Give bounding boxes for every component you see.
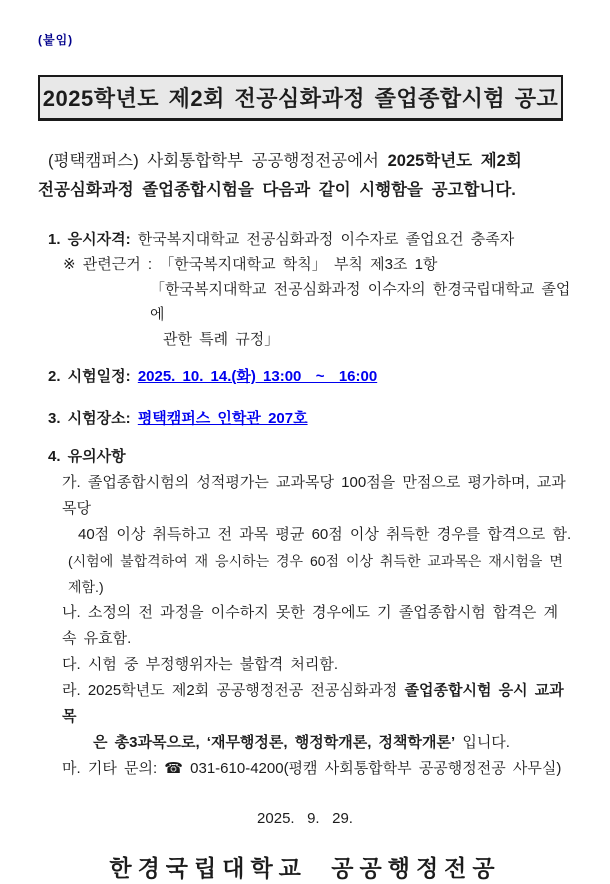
note-ra-line1-normal: 라. 2025학년도 제2회 공공행정전공 전공심화과정 (62, 682, 405, 699)
note-da: 다. 시험 중 부정행위자는 불합격 처리함. (62, 656, 339, 673)
item-exam-schedule (38, 364, 572, 390)
note-ga-parenthetical: (시험에 불합격하여 재 응시하는 경우 60점 이상 취득한 교과목은 재시험을 면제함.) (68, 553, 563, 595)
eligibility-text: 한국복지대학교 전공심화과정 이수자로 졸업요건 충족자 (130, 231, 515, 248)
issuing-organization: 한경국립대학교 공공행정전공 (109, 855, 501, 881)
intro-line-1 (38, 147, 572, 176)
note-ra-line1 (38, 678, 572, 730)
venue-value: 평택캠퍼스 인학관 207호 (137, 410, 308, 427)
item-eligibility (38, 227, 572, 252)
schedule-label: 2. 시험일정: (48, 368, 138, 385)
item-exam-venue (38, 406, 572, 432)
phone-icon: ☎ (164, 760, 183, 777)
eligibility-note-line1: ※ 관련근거 : 「한국복지대학교 학칙」 부칙 제3조 1항 (63, 256, 438, 273)
announcement-body (38, 227, 572, 782)
intro-line-2: 전공심화과정 졸업종합시험을 다음과 같이 시행함을 공고합니다. (38, 181, 516, 199)
intro-line1-normal: (평택캠퍼스) 사회통합학부 공공행정전공에서 (48, 152, 388, 170)
note-ma (38, 756, 572, 782)
note-na: 나. 소정의 전 과정을 이수하지 못한 경우에도 기 졸업종합시험 합격은 계속 유효함. (62, 604, 559, 647)
title-box (38, 75, 563, 121)
intro-paragraph (38, 147, 572, 205)
schedule-value: 2025. 10. 14.(화) 13:00 ~ 16:00 (137, 368, 378, 385)
eligibility-note-line3: 관한 특례 규정」 (163, 331, 280, 348)
page-title: 2025학년도 제2회 전공심화과정 졸업종합시험 공고 (42, 86, 559, 111)
item-notes-header: 4. 유의사항 (48, 448, 126, 465)
attachment-label: (붙임) (38, 33, 74, 47)
note-ra-line2-bold: 은 총3과목으로, ‘재무행정론, 행정학개론, 정책학개론’ (93, 734, 456, 751)
note-ra-line1-bold: 졸업종합시험 응시 교과목 (62, 682, 564, 725)
venue-label: 3. 시험장소: (48, 410, 138, 427)
eligibility-label: 1. 응시자격: (48, 231, 131, 248)
note-ma-prefix: 마. 기타 문의: (62, 760, 165, 777)
note-ga-line2: 40점 이상 취득하고 전 과목 평균 60점 이상 취득한 경우를 합격으로 함. (78, 526, 572, 543)
note-ra-line2 (38, 730, 572, 756)
announcement-date: 2025. 9. 29. (257, 810, 353, 827)
intro-line1-bold: 2025학년도 제2회 (387, 152, 522, 170)
note-ga-line1: 가. 졸업종합시험의 성적평가는 교과목당 100점을 만점으로 평가하며, 교과목당 (62, 474, 566, 517)
note-ma-suffix: 031-610-4200(평캠 사회통합학부 공공행정전공 사무실) (182, 760, 562, 777)
note-ra-line2-normal: 입니다. (455, 734, 510, 751)
eligibility-note-line2: 「한국복지대학교 전공심화과정 이수자의 한경국립대학교 졸업에 (150, 281, 571, 323)
